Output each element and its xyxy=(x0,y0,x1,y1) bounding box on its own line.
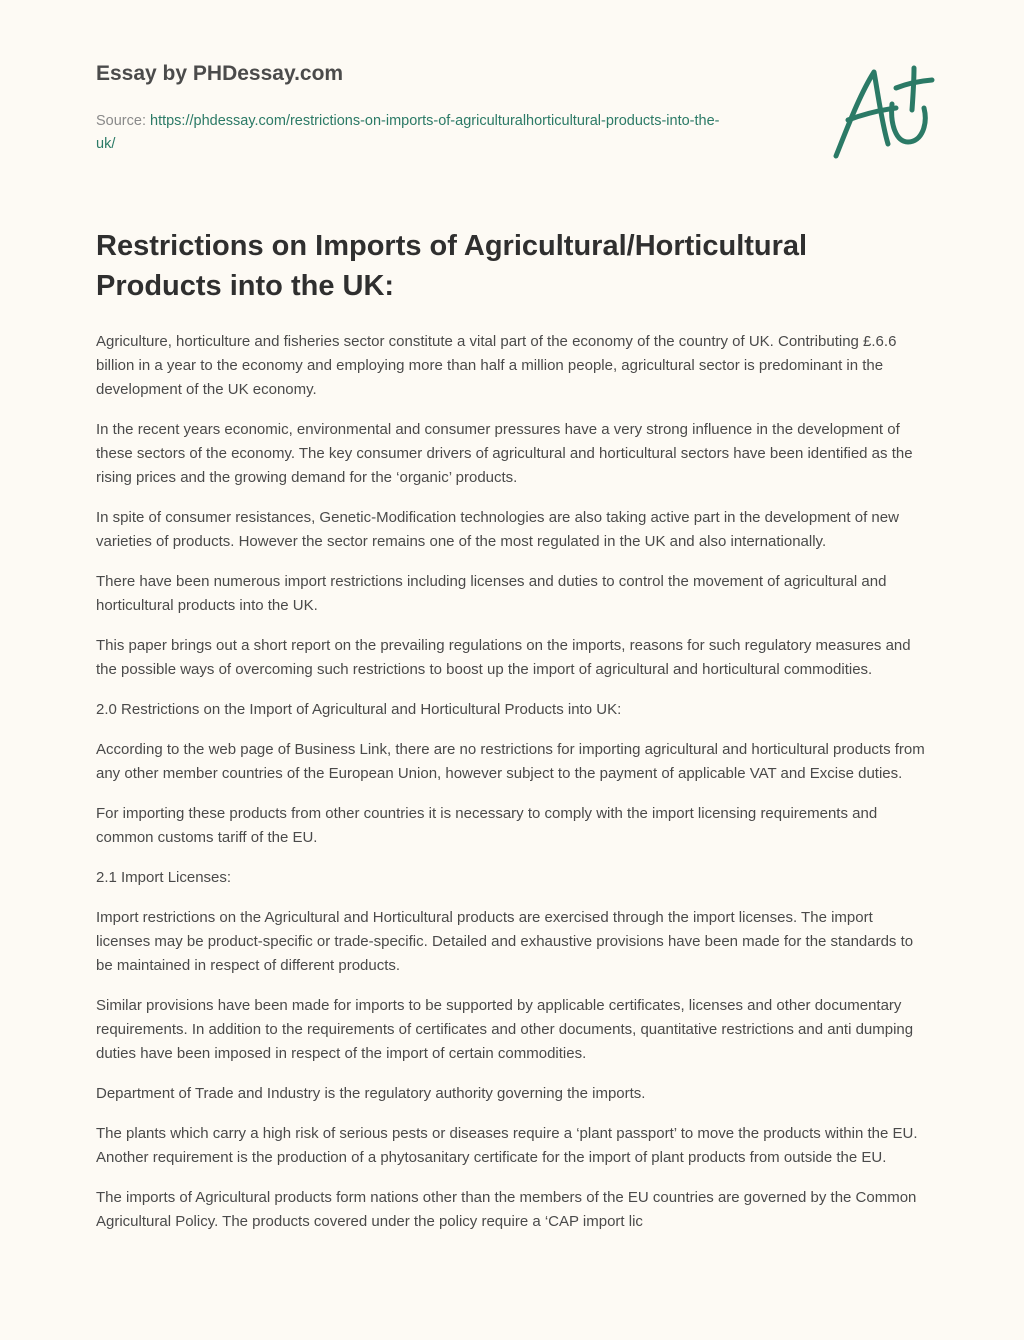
source-link[interactable]: https://phdessay.com/restrictions-on-imports-of-agriculturalhorticultural-products-into-the-uk/ xyxy=(96,113,720,152)
paragraph: Similar provisions have been made for imports to be supported by applicable certificates, licenses and other documentary requirements. In addition to the requirements of certificates and other documents, quantitative restrictions and anti dumping duties have been imposed in respect of the import of certain commodities. xyxy=(96,997,914,1062)
source-line xyxy=(96,110,736,156)
source-label: Source: xyxy=(96,113,150,129)
section-heading: 2.1 Import Licenses: xyxy=(96,869,232,886)
paragraph: The plants which carry a high risk of serious pests or diseases require a ‘plant passport’ to move the products within the EU. Another requirement is the production of a phytosanitary certificate for the import of plant products from outside the EU. xyxy=(96,1125,918,1166)
paragraph: Department of Trade and Industry is the regulatory authority governing the imports. xyxy=(96,1085,646,1102)
paragraph: Agriculture, horticulture and fisheries sector constitute a vital part of the economy of the country of UK. Contributing £.6.6 billion in a year to the economy and employing more than half a million people, agricultural sector is predominant in the development of the UK economy. xyxy=(96,333,897,398)
paragraph: For importing these products from other countries it is necessary to comply with the import licensing requirements and common customs tariff of the EU. xyxy=(96,805,878,846)
paragraph: Import restrictions on the Agricultural and Horticultural products are exercised through the import licenses. The import licenses may be product-specific or trade-specific. Detailed and exhaustive provisions have been made for the standards to be maintained in respect of different products. xyxy=(96,909,914,974)
brand-title: Essay by PHDessay.com xyxy=(96,62,344,85)
article-body xyxy=(96,330,928,1234)
paragraph: The imports of Agricultural products form nations other than the members of the EU countries are governed by the Common Agricultural Policy. The products covered under the policy require a ‘CAP import lic xyxy=(96,1189,917,1230)
paragraph: According to the web page of Business Link, there are no restrictions for importing agricultural and horticultural products from any other member countries of the European Union, however subject to the payment of applicable VAT and Excise duties. xyxy=(96,741,925,782)
a-plus-grade-icon xyxy=(830,64,936,164)
paragraph: This paper brings out a short report on the prevailing regulations on the imports, reasons for such regulatory measures and the possible ways of overcoming such restrictions to boost up the import of agricultural and horticultural commodities. xyxy=(96,637,911,678)
section-heading: 2.0 Restrictions on the Import of Agricultural and Horticultural Products into UK: xyxy=(96,701,622,718)
paragraph: In the recent years economic, environmental and consumer pressures have a very strong influence in the development of these sectors of the economy. The key consumer drivers of agricultural and horticultural sectors have been identified as the rising prices and the growing demand for the ‘organic’ products. xyxy=(96,421,913,486)
page-header xyxy=(96,0,928,200)
paragraph: There have been numerous import restrictions including licenses and duties to control the movement of agricultural and horticultural products into the UK. xyxy=(96,573,887,614)
article-title: Restrictions on Imports of Agricultural/Horticultural Products into the UK: xyxy=(96,230,808,302)
paragraph: In spite of consumer resistances, Genetic-Modification technologies are also taking active part in the development of new varieties of products. However the sector remains one of the most regulated in the UK and also internationally. xyxy=(96,509,899,550)
